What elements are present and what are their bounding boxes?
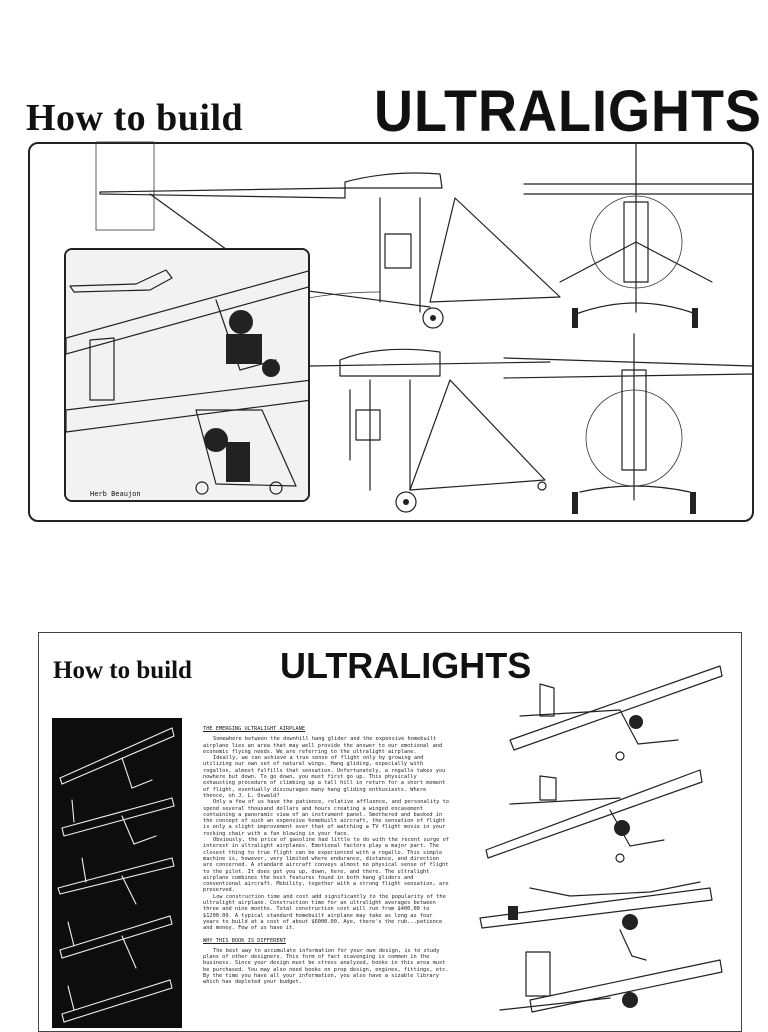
- section1-paragraph: Low construction time and cost add significantly to the popularity of the ultralight airplane. Construction time for an ultralight averages between three and nine months. Total construction cost will run from $400.00 to $1200.00. A typical standard homebuilt airplane may take as long as four years to build at a cost of about $6000.00. Aye, there's the rub...patience and money. Few of us have it.: [203, 893, 446, 932]
- section2-heading: WHY THIS BOOK IS DIFFERENT: [203, 937, 286, 944]
- page2-aircraft-illustrations: [470, 660, 740, 1024]
- page2-title-sans: ULTRALIGHTS: [280, 645, 532, 686]
- cover-title-sans: ULTRALIGHTS: [374, 79, 762, 144]
- body-text-column: [203, 726, 451, 986]
- dark-sidebar-illustration: [52, 718, 182, 1028]
- ultralight-photo-illustration: [66, 250, 310, 502]
- top-view-drawing: [500, 330, 756, 520]
- photo-credit: Herb Beaujon: [90, 490, 141, 498]
- photo-inset: [64, 248, 310, 502]
- section1-paragraph: Obviously, the price of gasoline had little to do with the recent surge of interest in ultralight airplanes. Emotional factors play a major part. The closest thing to true flight can be experienced with a rogallo. This simple machine is, however, very limited where endurance, distance, and direction are concerned. A standard aircraft conveys almost no physical sense of flight to the pilot. It does get you up, down, here, and there. The ultralight airplane combines the best features found in both hang gliders and conventional aircraft. Mobility, together with a strong flight sensation, are preserved.: [203, 837, 449, 894]
- front-view-drawing-top: [520, 142, 756, 342]
- aircraft-silhouettes: [52, 718, 182, 1028]
- cover-title-serif: How to build: [26, 97, 244, 139]
- section1-paragraph: Somewhere between the downhill hang glider and the expensive homebuilt airplane lies an area that may well provide the answer to our emotional and economic flying needs. We are referring to the ultralight airplane.: [203, 736, 443, 755]
- page2-title-serif: How to build: [53, 657, 192, 684]
- section2-paragraph: The best way to accumulate information for your own design, is to study plans of other designers. This form of fact scavenging is common in the business. Since your design must be stress analyzed, books in this area must be purchased. You may also need books on prop design, engines, fittings, etc. By the time you have all your information, you also have a sizable library which has depleted your budget.: [203, 947, 449, 986]
- section1-paragraph: Only a few of us have the patience, relative affluence, and personality to spend several thousand dollars and hours creating a winged encasement containing a panoramic view of an instrument panel. Smothered and basked in the concept of such an expensive homebuilt aircraft, the sensation of flight is only a slight improvement over that of watching a TV flight movie in your rocking chair with a fan blowing in your face.: [203, 799, 449, 837]
- section1-paragraph: Ideally, we can achieve a true sense of flight only by growing and utilizing our own set of natural wings. Hang gliding, especially with rogallos, almost fulfills that sensation. Unfortunately, a rogallo takes you nowhere but down. To go down, you must first go up. This physically exhausting procedure of climbing up a tall hill in return for a short moment of flight, eventually discourages many hang gliding enthusiasts. Where thence, oh J. L. Oswald?: [203, 755, 446, 799]
- section1-heading: THE EMERGING ULTRALIGHT AIRPLANE: [203, 726, 306, 732]
